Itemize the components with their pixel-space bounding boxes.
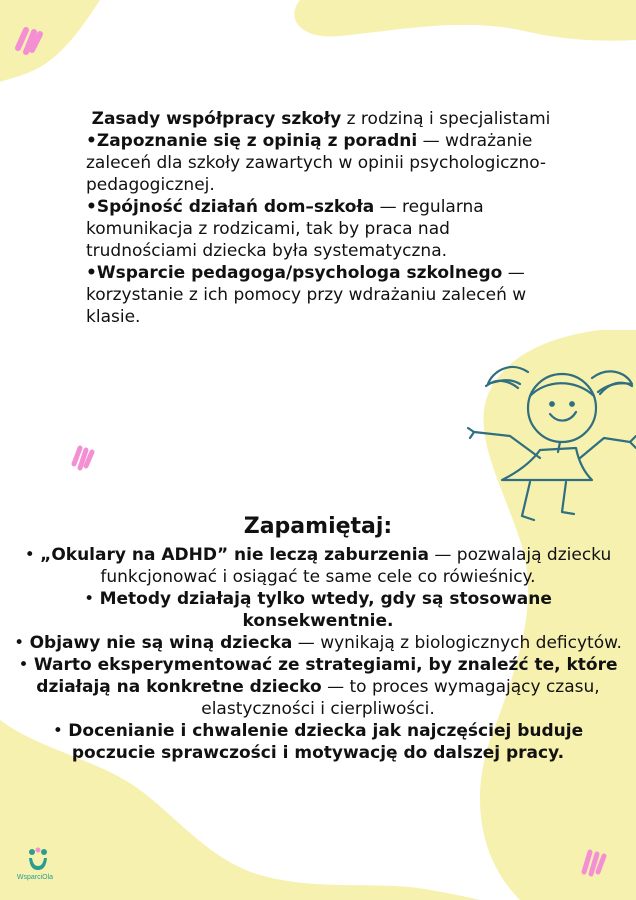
remember-text: — pozwalają dziecku funkcjonować i osiągać te same cele co rówieśnicy. [100, 545, 612, 587]
remember-item [10, 632, 626, 654]
pink-marks-left-middle [74, 448, 92, 468]
cooperation-rules-section [86, 108, 556, 328]
rule-text: — regularna komunikacja z rodzicami, tak by praca nad trudnościami dziecka była systematyczna. [86, 197, 484, 261]
bullet: • [86, 197, 97, 217]
remember-section [10, 512, 626, 764]
remember-item [10, 654, 626, 720]
remember-heading-text: Docenianie i chwalenie dziecka jak najczęściej buduje poczucie sprawczości i motywację do dalszej pracy. [68, 721, 584, 763]
bullet: • [14, 633, 30, 653]
remember-text: — wynikają z biologicznych deficytów. [292, 633, 622, 653]
yellow-blob-top-right [294, 0, 636, 41]
remember-heading-text: Warto eksperymentować ze strategiami, by znaleźć te, które działają na konkretne dziecko [33, 655, 618, 697]
rule-text: — wdrażanie zaleceń dla szkoły zawartych w opinii psychologiczno-pedagogicznej. [86, 131, 547, 195]
rule-heading: Spójność działań dom–szkoła [96, 197, 375, 217]
bullet: • [86, 263, 97, 283]
bullet: • [24, 545, 41, 565]
bullet: • [84, 589, 100, 609]
remember-item [10, 720, 626, 764]
remember-heading-text: „Okulary na ADHD” nie leczą zaburzenia [40, 545, 429, 565]
remember-heading: Zapamiętaj: [243, 514, 393, 539]
rule-item [86, 196, 556, 262]
remember-heading-text: Metody działają tylko wtedy, gdy są stosowane konsekwentnie. [99, 589, 552, 631]
yellow-blob-top-left [0, 0, 100, 82]
remember-text: — to proces wymagający czasu, elastyczności i cierpliwości. [201, 677, 600, 719]
logo-label: WsparciOla [16, 874, 54, 881]
rule-text: — korzystanie z ich pomocy przy wdrażaniu zaleceń w klasie. [86, 263, 527, 327]
section-title [86, 108, 556, 130]
remember-item [10, 544, 626, 588]
rule-item [86, 130, 556, 196]
rule-heading: Zapoznanie się z opinią z poradni [96, 131, 418, 151]
section-title-bold: Zasady współpracy szkoły [91, 109, 342, 129]
bullet: • [86, 131, 97, 151]
remember-heading-text: Objawy nie są winą dziecka [29, 633, 293, 653]
rule-heading: Wsparcie pedagoga/psychologa szkolnego [96, 263, 503, 283]
bullet: • [52, 721, 69, 741]
rule-item [86, 262, 556, 328]
section-title-rest: z rodziną i specjalistami [341, 109, 551, 129]
remember-item [10, 588, 626, 632]
bullet: • [18, 655, 34, 675]
